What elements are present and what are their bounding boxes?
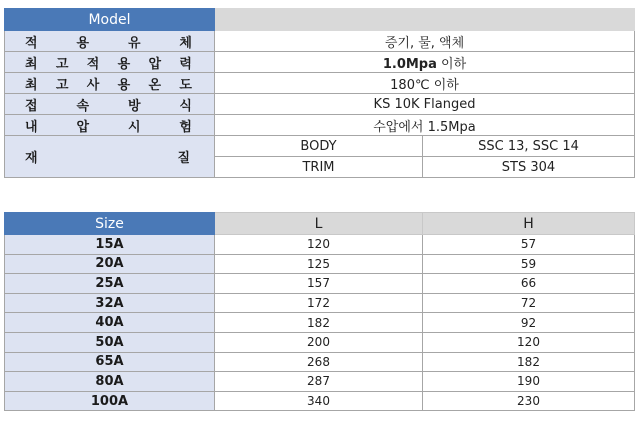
size-cell: 15A bbox=[5, 235, 215, 255]
spec-value: KS 10K Flanged bbox=[215, 94, 635, 115]
spec-label: 접 속 방 식 bbox=[5, 94, 215, 115]
material-part-name: TRIM bbox=[215, 157, 423, 178]
size-cell: 80A bbox=[5, 372, 215, 392]
table-row bbox=[5, 372, 635, 392]
spec-label: 내 압 시 험 bbox=[5, 115, 215, 136]
spec-value: 증기, 물, 액체 bbox=[215, 31, 635, 52]
model-header-blank bbox=[215, 9, 635, 31]
table-row bbox=[5, 391, 635, 411]
size-cell: 100A bbox=[5, 391, 215, 411]
spec-row bbox=[5, 73, 635, 94]
size-cell: 50A bbox=[5, 332, 215, 352]
spec-value: 180℃ 이하 bbox=[215, 73, 635, 94]
model-header: Model bbox=[5, 9, 215, 31]
spec-table bbox=[4, 8, 635, 178]
material-part-value: SSC 13, SSC 14 bbox=[423, 136, 635, 157]
spec-label: 적 용 유 체 bbox=[5, 31, 215, 52]
size-cell: 65A bbox=[5, 352, 215, 372]
material-row bbox=[5, 136, 635, 157]
table-row bbox=[5, 313, 635, 333]
h-cell: 59 bbox=[423, 254, 635, 274]
l-cell: 268 bbox=[215, 352, 423, 372]
size-cell: 20A bbox=[5, 254, 215, 274]
spec-label: 최 고 사 용 온 도 bbox=[5, 73, 215, 94]
size-header-row bbox=[5, 213, 635, 235]
l-cell: 125 bbox=[215, 254, 423, 274]
h-cell: 230 bbox=[423, 391, 635, 411]
material-part-value: STS 304 bbox=[423, 157, 635, 178]
spec-row bbox=[5, 115, 635, 136]
spec-row bbox=[5, 52, 635, 73]
spec-value: 1.0Mpa 이하 bbox=[215, 52, 635, 73]
spec-header-row bbox=[5, 9, 635, 31]
h-cell: 66 bbox=[423, 274, 635, 294]
spec-label: 최 고 적 용 압 력 bbox=[5, 52, 215, 73]
material-label: 재 질 bbox=[5, 136, 215, 178]
spec-row bbox=[5, 94, 635, 115]
table-row bbox=[5, 332, 635, 352]
table-row bbox=[5, 235, 635, 255]
h-header: H bbox=[423, 213, 635, 235]
size-cell: 40A bbox=[5, 313, 215, 333]
h-cell: 57 bbox=[423, 235, 635, 255]
l-cell: 340 bbox=[215, 391, 423, 411]
table-row bbox=[5, 254, 635, 274]
spec-row bbox=[5, 31, 635, 52]
l-cell: 120 bbox=[215, 235, 423, 255]
h-cell: 182 bbox=[423, 352, 635, 372]
l-header: L bbox=[215, 213, 423, 235]
l-cell: 287 bbox=[215, 372, 423, 392]
h-cell: 72 bbox=[423, 293, 635, 313]
h-cell: 190 bbox=[423, 372, 635, 392]
size-cell: 32A bbox=[5, 293, 215, 313]
table-row bbox=[5, 293, 635, 313]
size-table bbox=[4, 212, 635, 411]
l-cell: 157 bbox=[215, 274, 423, 294]
table-row bbox=[5, 274, 635, 294]
material-part-name: BODY bbox=[215, 136, 423, 157]
l-cell: 200 bbox=[215, 332, 423, 352]
size-cell: 25A bbox=[5, 274, 215, 294]
h-cell: 92 bbox=[423, 313, 635, 333]
h-cell: 120 bbox=[423, 332, 635, 352]
size-header: Size bbox=[5, 213, 215, 235]
l-cell: 182 bbox=[215, 313, 423, 333]
l-cell: 172 bbox=[215, 293, 423, 313]
spec-value: 수압에서 1.5Mpa bbox=[215, 115, 635, 136]
table-row bbox=[5, 352, 635, 372]
